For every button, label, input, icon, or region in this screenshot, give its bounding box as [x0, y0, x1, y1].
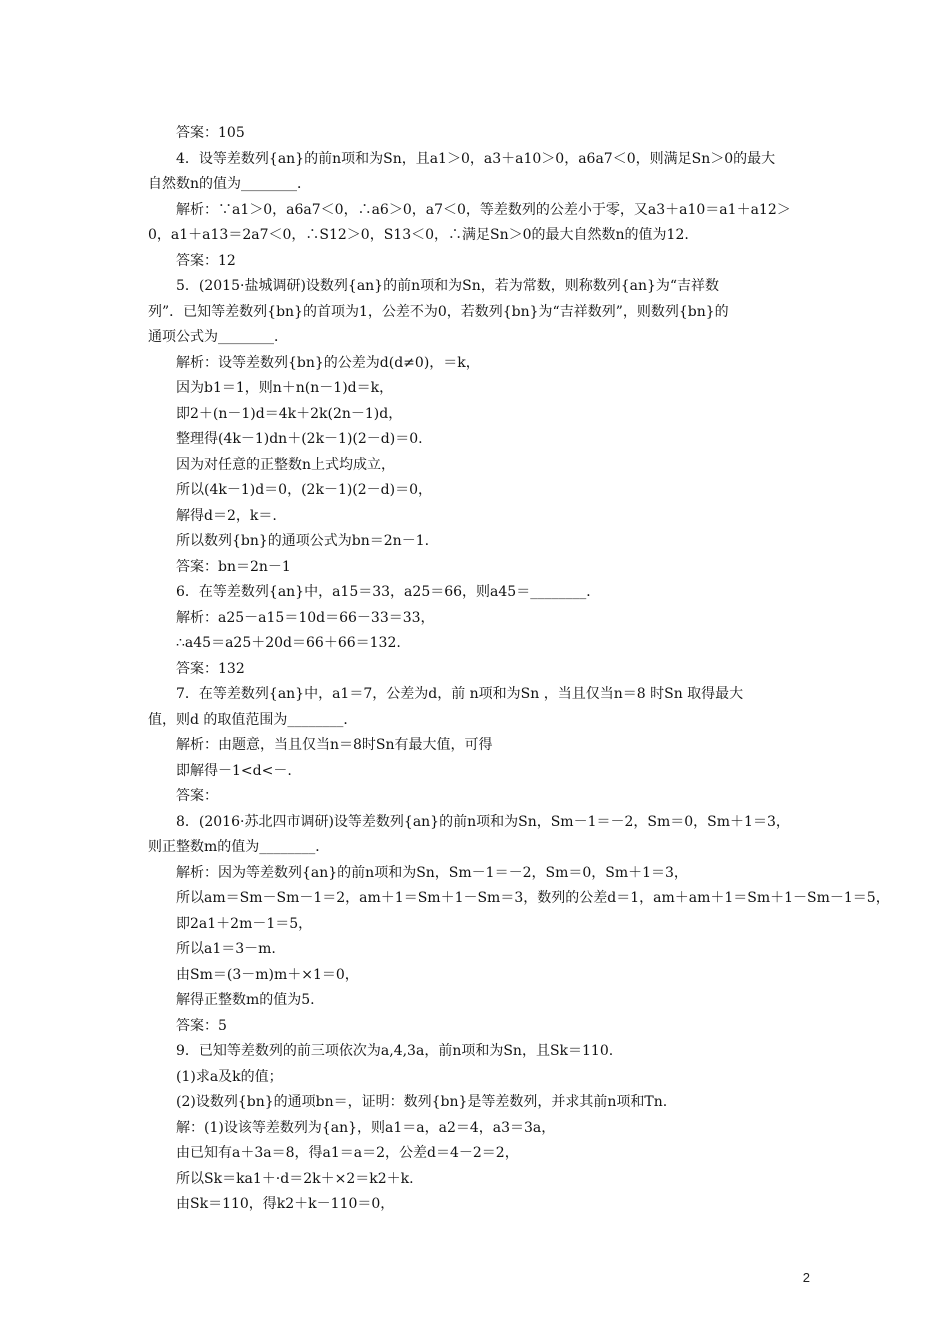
text-line: 6．在等差数列{an}中，a15＝33，a25＝66，则a45＝________．	[176, 584, 601, 600]
text-line: 整理得(4k－1)dn＋(2k－1)(2－d)＝0.	[176, 431, 423, 447]
text-line: 答案：132	[176, 660, 245, 677]
text-line: 答案：	[176, 788, 218, 804]
text-line: 答案：bn＝2n－1	[176, 558, 291, 575]
text-line: 即解得－1<d<－.	[176, 762, 292, 779]
text-line: 解得正整数m的值为5.	[176, 992, 315, 1008]
text-line: 值，则d 的取值范围为________．	[148, 711, 358, 728]
text-line: 解析：a25－a15＝10d＝66－33＝33，	[176, 609, 435, 626]
text-line: 由已知有a＋3a＝8，得a1＝a＝2，公差d＝4－2＝2，	[176, 1145, 519, 1161]
text-line: 解得d＝2，k＝.	[176, 507, 277, 524]
text-line: 因为b1＝1，则n＋n(n－1)d＝k，	[176, 380, 394, 396]
text-line: (2)设数列{bn}的通项bn＝，证明：数列{bn}是等差数列，并求其前n项和Tn.	[176, 1094, 668, 1110]
text-line: 解析：∵a1＞0，a6a7＜0，∴a6＞0，a7＜0，等差数列的公差小于零，又a3＋a10＝a1＋a12＞	[176, 201, 791, 218]
text-line: 解：(1)设该等差数列为{an}，则a1＝a，a2＝4，a3＝3a，	[176, 1119, 556, 1136]
text-line: 4．设等差数列{an}的前n项和为Sn，且a1＞0，a3＋a10＞0，a6a7＜0，则满足Sn＞0的最大	[176, 150, 776, 167]
text-line: 5．(2015·盐城调研)设数列{an}的前n项和为Sn，若为常数，则称数列{an}为“吉祥数	[176, 278, 720, 294]
text-line: 通项公式为________．	[148, 329, 288, 345]
text-line: 所以am＝Sm－Sm－1＝2，am＋1＝Sm＋1－Sm＝3，数列的公差d＝1，am＋am＋1＝Sm＋1－Sm－1＝5，	[176, 890, 890, 906]
text-line: (1)求a及k的值；	[176, 1068, 283, 1085]
page-number: 2	[802, 1270, 810, 1285]
text-line: 所以数列{bn}的通项公式为bn＝2n－1.	[176, 533, 430, 549]
text-line: 所以Sk＝ka1＋·d＝2k＋×2＝k2＋k.	[176, 1170, 414, 1187]
text-line: 8．(2016·苏北四市调研)设等差数列{an}的前n项和为Sn，Sm－1＝－2，Sm＝0，Sm＋1＝3，	[176, 813, 790, 830]
text-line: 则正整数m的值为________．	[148, 839, 330, 855]
text-line: 即2a1＋2m－1＝5，	[176, 915, 313, 932]
text-line: 由Sm＝(3－m)m＋×1＝0，	[176, 966, 359, 983]
text-line: 9．已知等差数列的前三项依次为a,4,3a，前n项和为Sn，且Sk＝110.	[176, 1043, 614, 1059]
text-line: 所以a1＝3－m.	[176, 941, 276, 957]
text-line: 由Sk＝110，得k2＋k－110＝0，	[176, 1196, 395, 1212]
text-line: 列”．已知等差数列{bn}的首项为1，公差不为0，若数列{bn}为“吉祥数列”，则数列{bn}的	[148, 303, 729, 320]
text-line: 自然数n的值为________．	[148, 176, 312, 192]
document-body	[148, 121, 890, 1218]
text-line: ∴a45＝a25＋20d＝66＋66＝132.	[176, 635, 401, 651]
text-line: 因为对任意的正整数n上式均成立，	[176, 456, 396, 473]
text-line: 所以(4k－1)d＝0，(2k－1)(2－d)＝0，	[176, 482, 433, 498]
text-line: 答案：5	[176, 1017, 227, 1034]
text-line: 解析：由题意，当且仅当n＝8时Sn有最大值，可得	[176, 737, 493, 753]
text-line: 即2＋(n－1)d＝4k＋2k(2n－1)d，	[176, 405, 403, 422]
text-line: 答案：12	[176, 252, 236, 269]
text-line: 解析：设等差数列{bn}的公差为d(d≠0)，＝k，	[176, 354, 480, 371]
text-line: 解析：因为等差数列{an}的前n项和为Sn，Sm－1＝－2，Sm＝0，Sm＋1＝3，	[176, 864, 688, 881]
text-line: 答案：105	[176, 125, 245, 141]
text-line: 0，a1＋a13＝2a7＜0，∴S12＞0，S13＜0，∴满足Sn＞0的最大自然数n的值为12.	[148, 227, 689, 243]
text-line: 7．在等差数列{an}中，a1＝7，公差为d，前 n项和为Sn ，当且仅当n＝8 时Sn 取得最大	[176, 686, 744, 702]
